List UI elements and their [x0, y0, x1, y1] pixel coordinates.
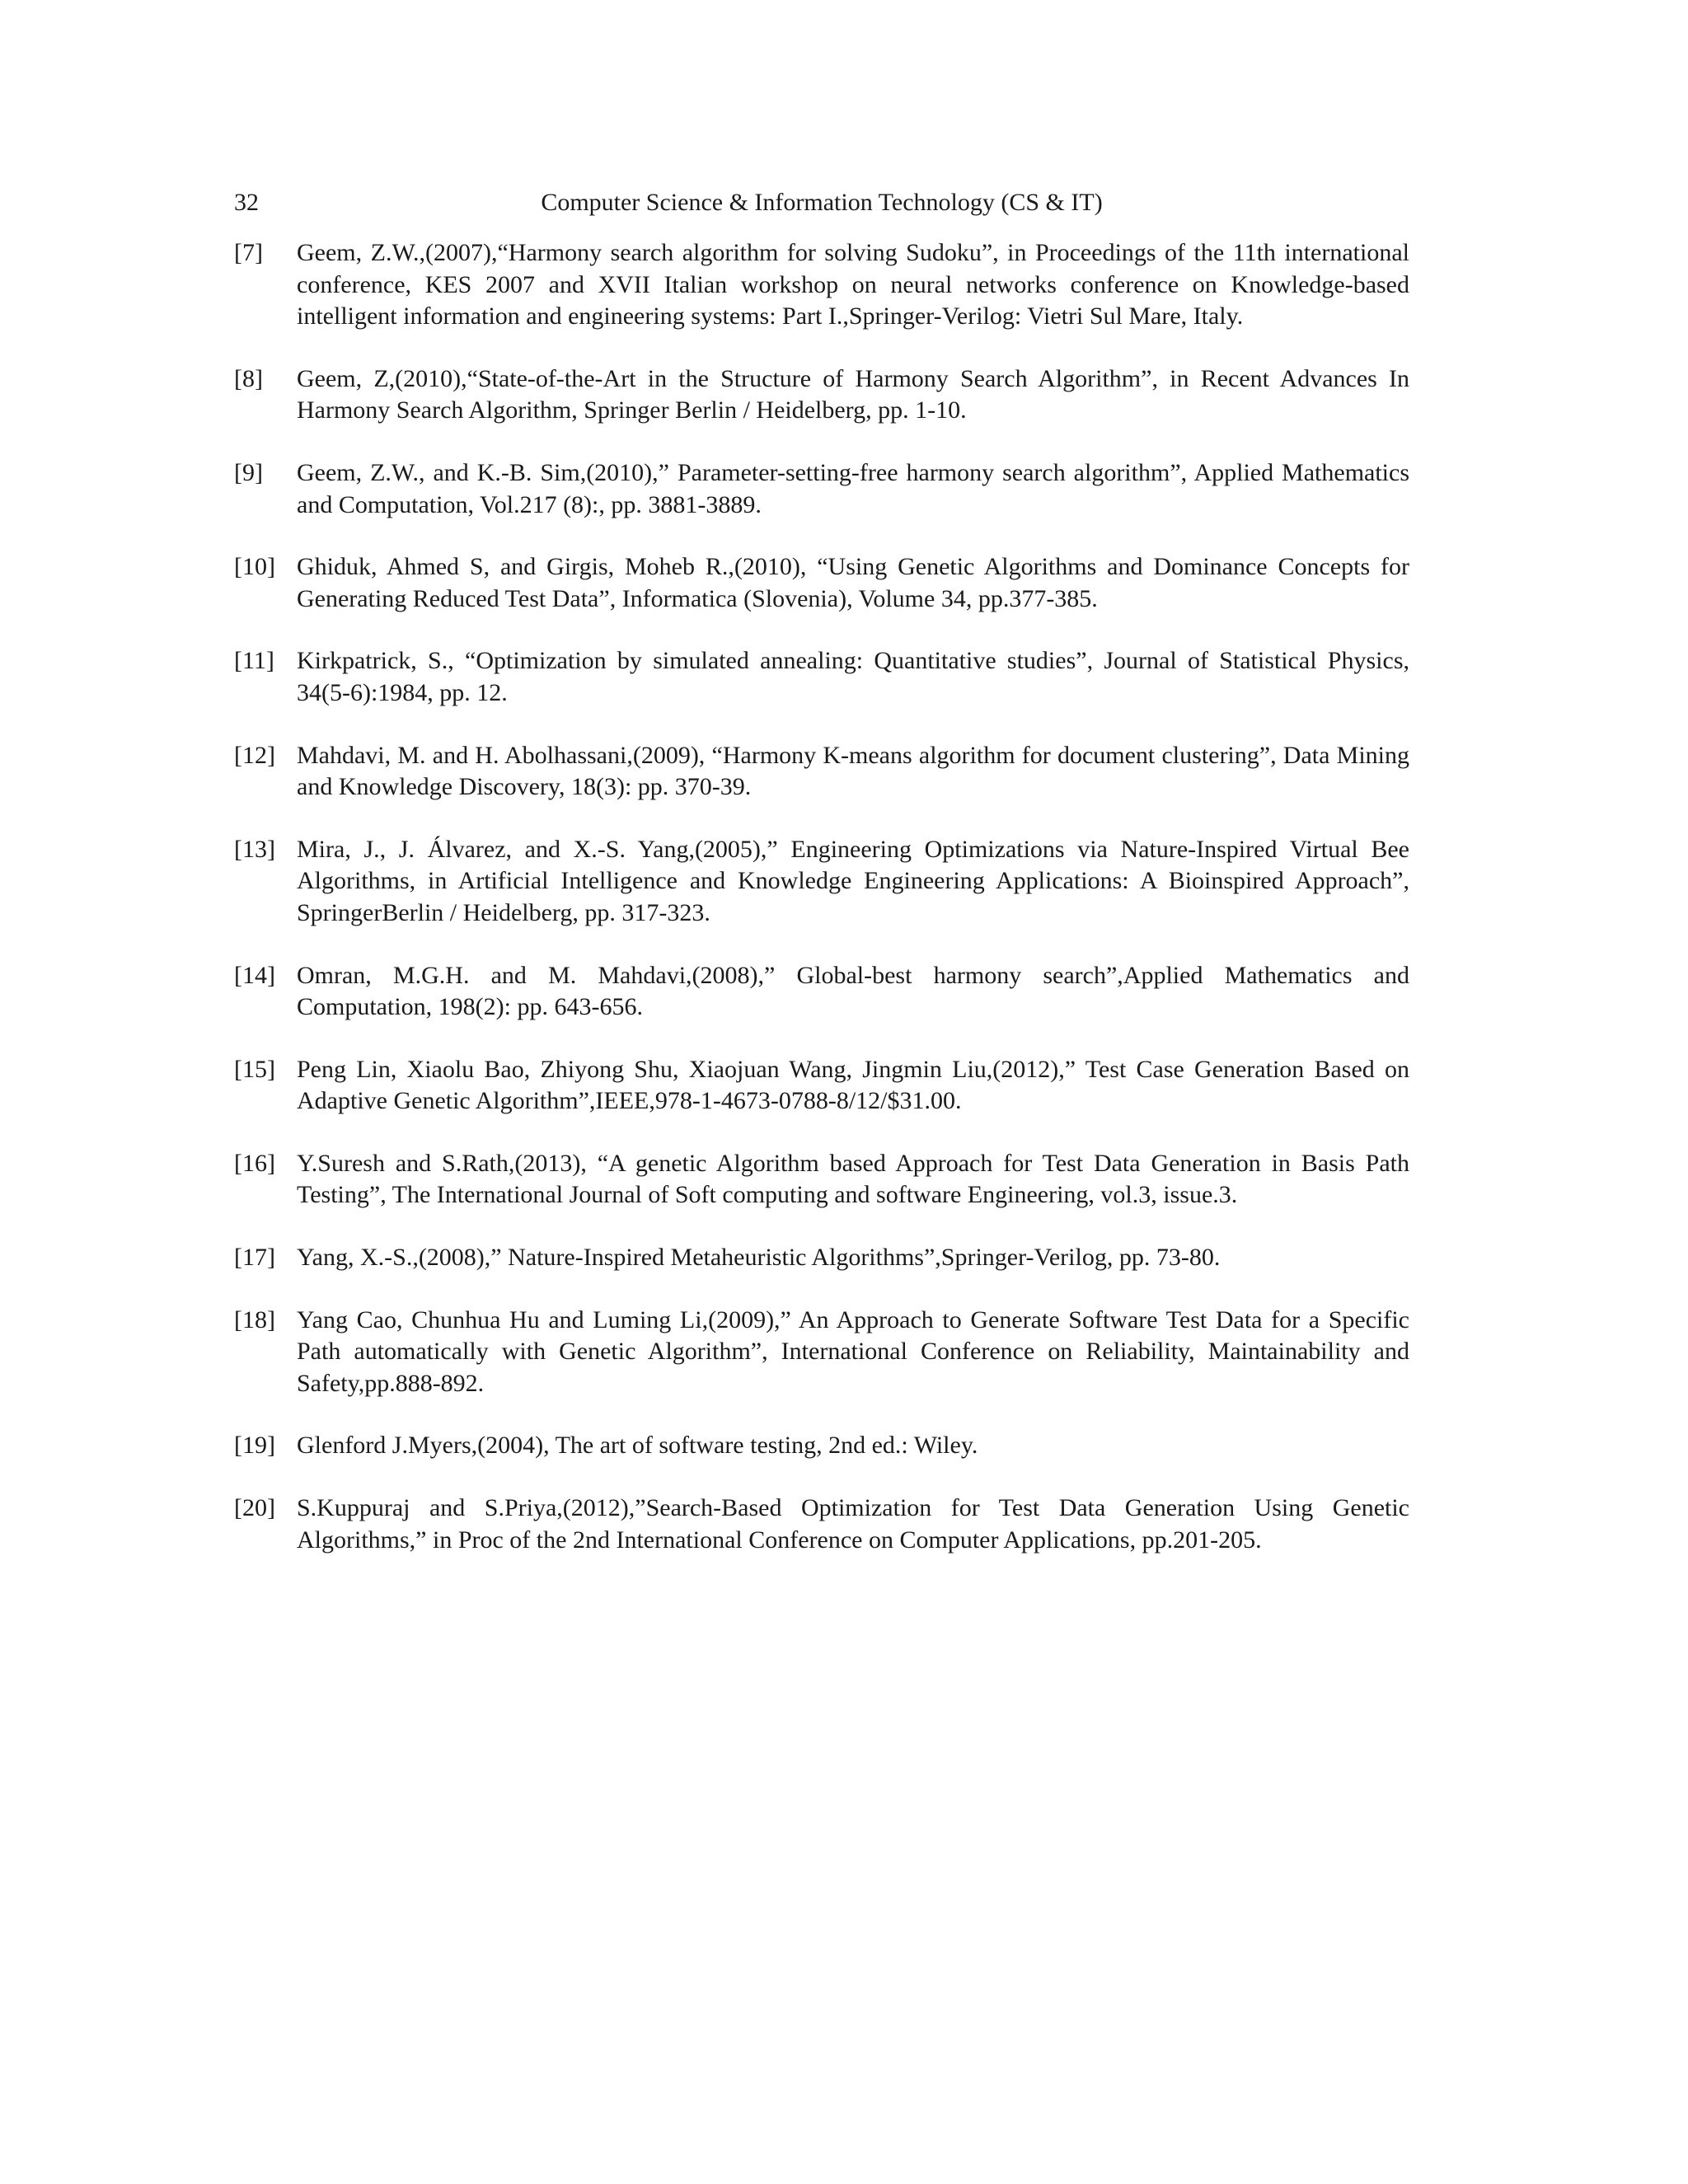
reference-list — [234, 237, 1409, 1586]
reference-text: Mira, J., J. Álvarez, and X.-S. Yang,(2005),” Engineering Optimizations via Nature-Inspired Virtual Bee Algorithms, in Artificial Intelligence and Knowledge Engineering Applications: A Bioinspired Approach”, SpringerBerlin / Heidelberg, pp. 317-323. — [297, 835, 1409, 926]
reference-item-7 — [234, 237, 1409, 333]
reference-number: [15] — [234, 1055, 275, 1083]
reference-number: [12] — [234, 741, 275, 769]
reference-number: [19] — [234, 1432, 275, 1460]
reference-text: Geem, Z,(2010),“State-of-the-Art in the Structure of Harmony Search Algorithm”, in Recent Advances In Harmony Search Algorithm, Springer Berlin / Heidelberg, pp. 1-10. — [297, 364, 1409, 424]
reference-item-10 — [234, 551, 1409, 615]
reference-item-15 — [234, 1054, 1409, 1118]
reference-text: Mahdavi, M. and H. Abolhassani,(2009), “Harmony K-means algorithm for document clustering”, Data Mining and Knowledge Discovery, 18(3): pp. 370-39. — [297, 741, 1409, 801]
reference-number: [17] — [234, 1244, 275, 1272]
reference-text: Yang, X.-S.,(2008),” Nature-Inspired Metaheuristic Algorithms”,Springer-Verilog, pp. 73-80. — [297, 1244, 1221, 1272]
reference-text: Geem, Z.W.,(2007),“Harmony search algorithm for solving Sudoku”, in Proceedings of the 11th international conference, KES 2007 and XVII Italian workshop on neural networks conference on Knowledge-based intelligent information and engineering systems: Part I.,Springer-Verilog: Vietri Sul Mare, Italy. — [297, 239, 1409, 330]
reference-number: [9] — [234, 458, 263, 486]
reference-number: [7] — [234, 239, 263, 266]
reference-item-20 — [234, 1493, 1409, 1556]
reference-text: Ghiduk, Ahmed S, and Girgis, Moheb R.,(2010), “Using Genetic Algorithms and Dominance Concepts for Generating Reduced Test Data”, Informatica (Slovenia), Volume 34, pp.377-385. — [297, 553, 1409, 612]
reference-number: [8] — [234, 364, 263, 392]
reference-item-18 — [234, 1305, 1409, 1400]
reference-number: [14] — [234, 961, 275, 989]
reference-number: [18] — [234, 1305, 275, 1333]
reference-item-16 — [234, 1148, 1409, 1212]
running-title: Computer Science & Information Technology (CS & IT) — [541, 189, 1103, 216]
reference-number: [10] — [234, 553, 275, 581]
reference-item-12 — [234, 740, 1409, 804]
reference-text: Omran, M.G.H. and M. Mahdavi,(2008),” Global-best harmony search”,Applied Mathematics and Computation, 198(2): pp. 643-656. — [297, 961, 1409, 1021]
reference-text: Geem, Z.W., and K.-B. Sim,(2010),” Parameter-setting-free harmony search algorithm”, Applied Mathematics and Computation, Vol.217 (8):, pp. 3881-3889. — [297, 458, 1409, 518]
reference-number: [20] — [234, 1494, 275, 1522]
reference-item-9 — [234, 457, 1409, 521]
reference-number: [16] — [234, 1149, 275, 1177]
reference-item-19 — [234, 1430, 1409, 1462]
page-number: 32 — [234, 189, 259, 216]
reference-number: [11] — [234, 647, 274, 675]
reference-text: Kirkpatrick, S., “Optimization by simulated annealing: Quantitative studies”, Journal of Statistical Physics, 34(5-6):1984, pp. 12. — [297, 647, 1409, 706]
reference-text: Glenford J.Myers,(2004), The art of software testing, 2nd ed.: Wiley. — [297, 1432, 978, 1460]
page-header — [234, 185, 1409, 221]
reference-text: Peng Lin, Xiaolu Bao, Zhiyong Shu, Xiaojuan Wang, Jingmin Liu,(2012),” Test Case Generation Based on Adaptive Genetic Algorithm”,IEEE,978-1-4673-0788-8/12/$31.00. — [297, 1055, 1409, 1115]
reference-number: [13] — [234, 835, 275, 863]
reference-item-8 — [234, 363, 1409, 427]
reference-item-14 — [234, 960, 1409, 1024]
reference-text: Y.Suresh and S.Rath,(2013), “A genetic Algorithm based Approach for Test Data Generation in Basis Path Testing”, The International Journal of Soft computing and software Engineering, vol.3, issue.3. — [297, 1149, 1409, 1209]
reference-text: S.Kuppuraj and S.Priya,(2012),”Search-Based Optimization for Test Data Generation Using Genetic Algorithms,” in Proc of the 2nd International Conference on Computer Applications, pp.201-205. — [297, 1494, 1409, 1554]
reference-item-13 — [234, 834, 1409, 930]
reference-item-11 — [234, 645, 1409, 709]
reference-item-17 — [234, 1242, 1409, 1274]
reference-text: Yang Cao, Chunhua Hu and Luming Li,(2009),” An Approach to Generate Software Test Data for a Specific Path automatically with Genetic Algorithm”, International Conference on Reliability, Maintainability and Safety,pp.888-892. — [297, 1305, 1409, 1397]
